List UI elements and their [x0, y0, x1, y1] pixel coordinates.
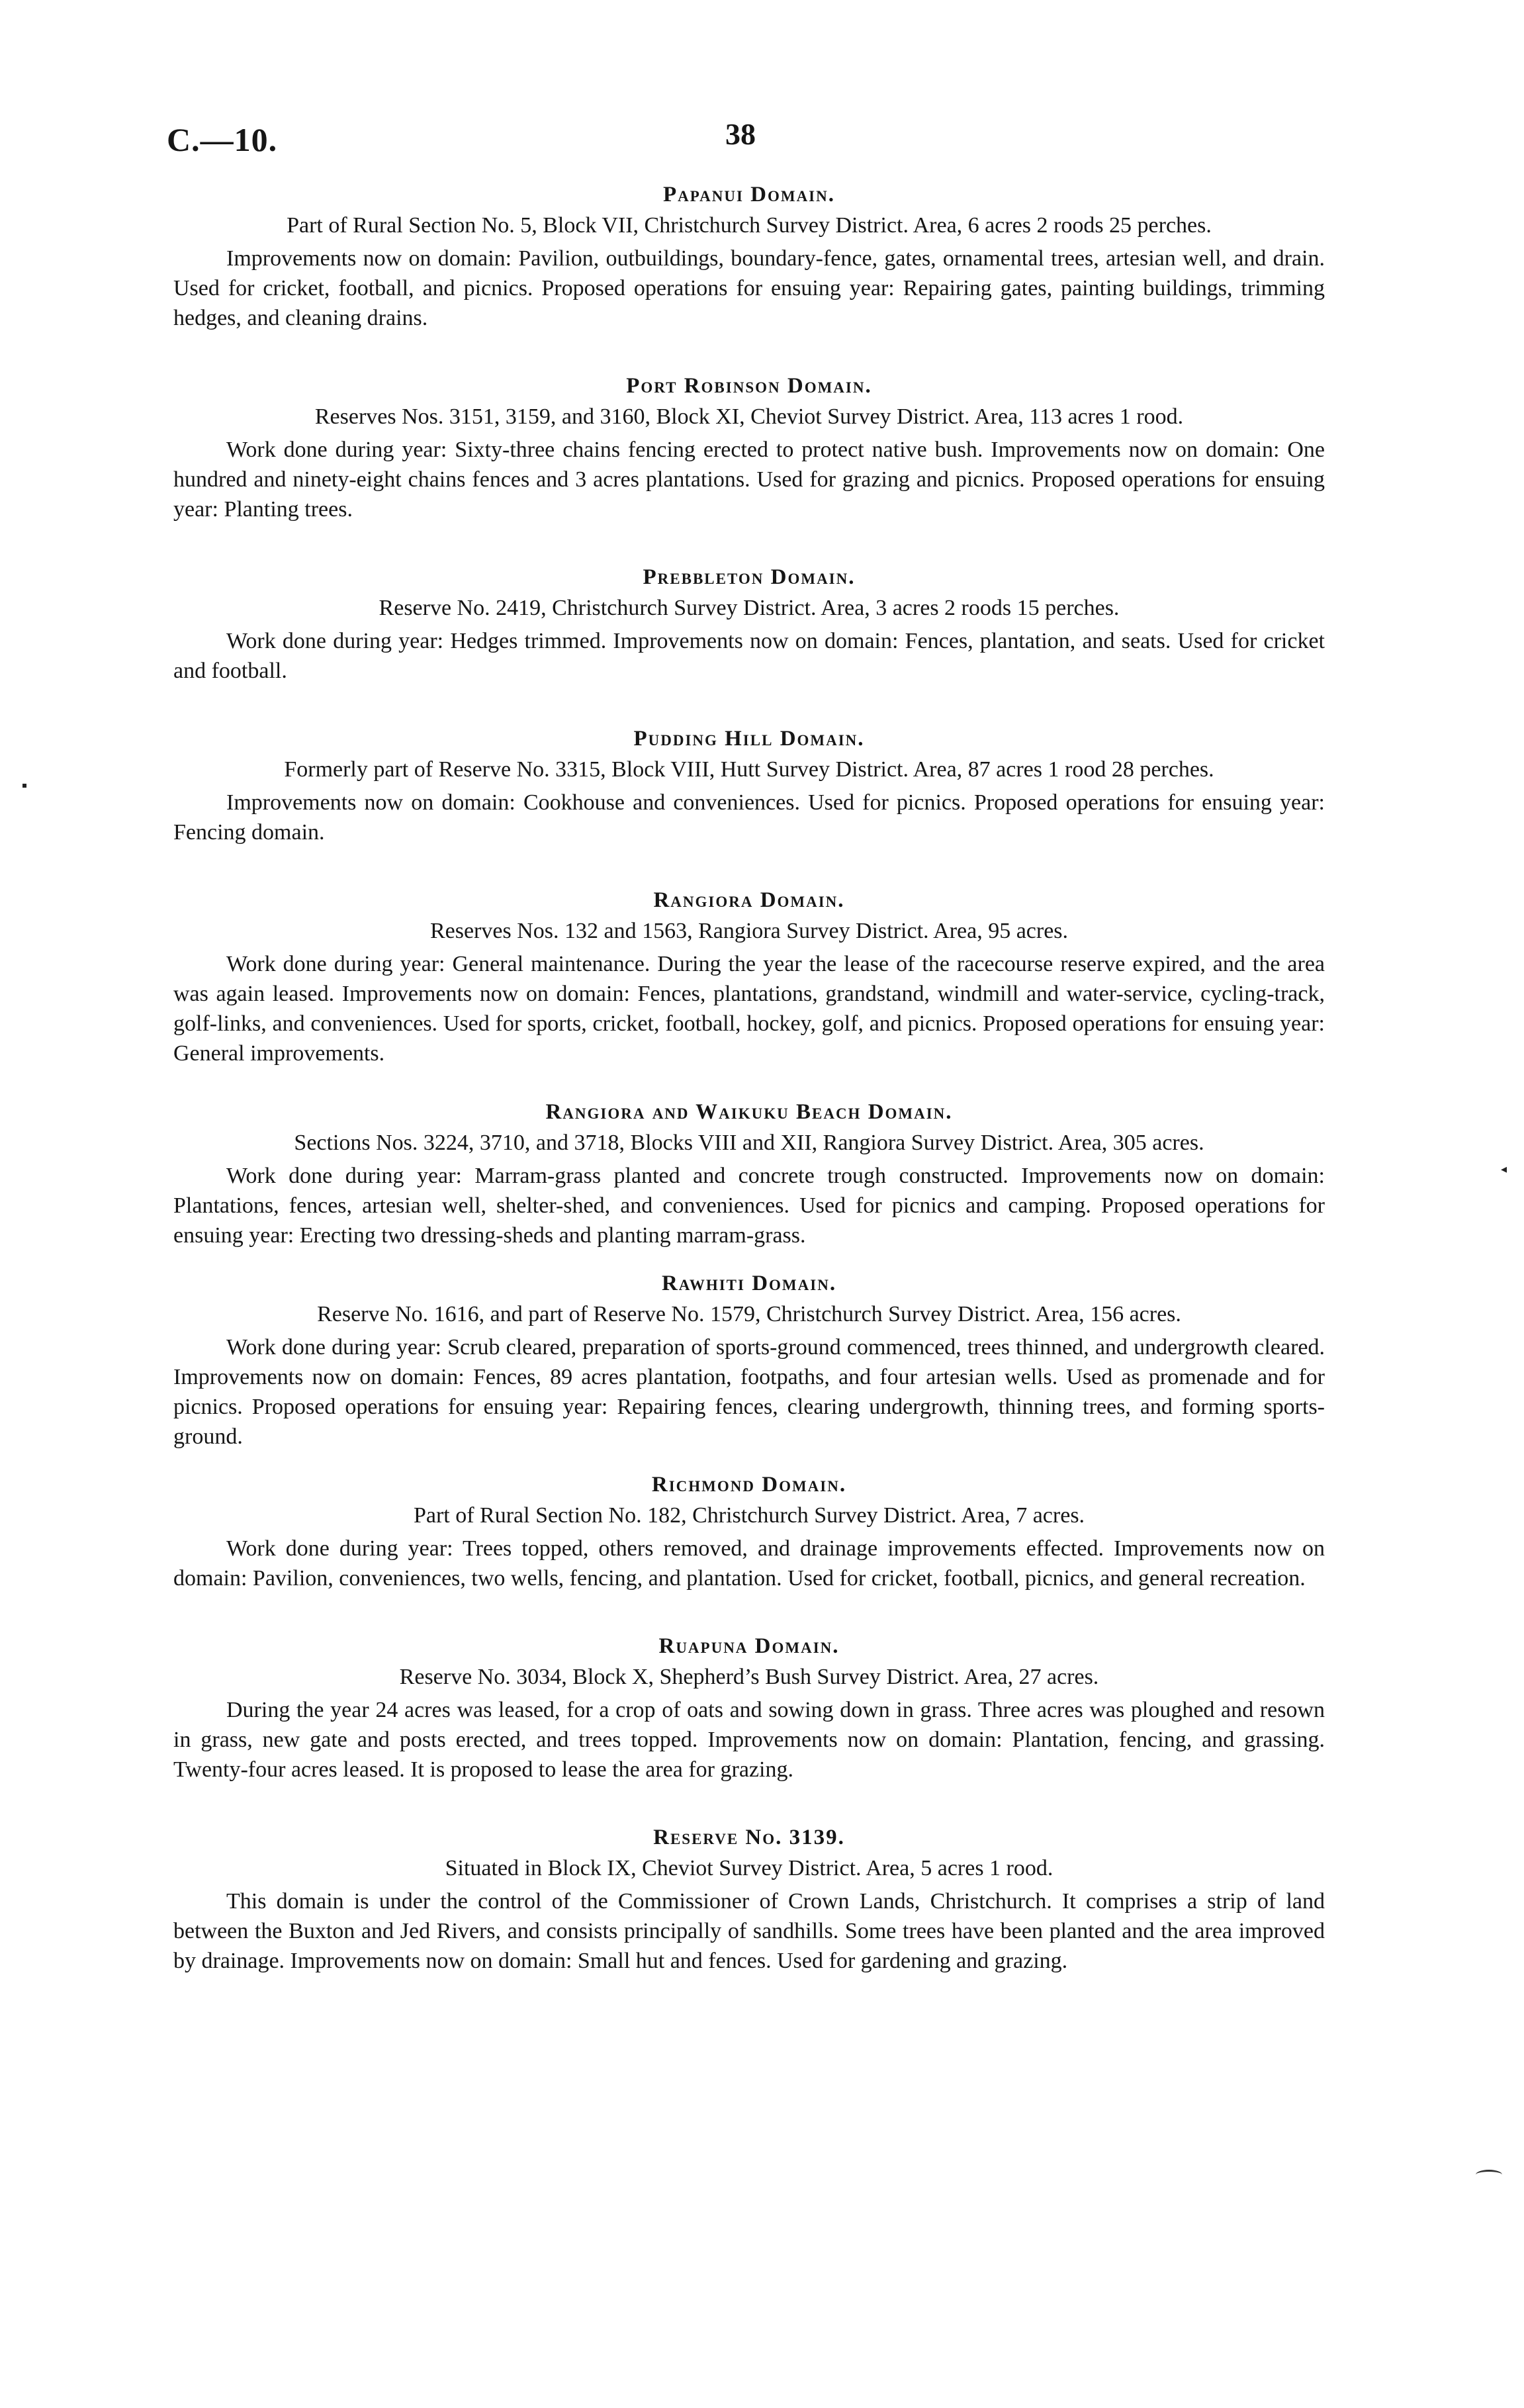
section-title: Port Robinson Domain.: [626, 374, 872, 398]
section-rangiora-domain: [173, 886, 1325, 1068]
section-body: This domain is under the control of the Commissioner of Crown Lands, Christchurch. It comprises a strip of land between the Buxton and Jed Rivers, and consists principally of sandhills. Some trees have been planted and the area improved by drainage. Improvements now on domain: Small hut and fences. Used for gardening and grazing.: [173, 1889, 1325, 1973]
section-lead: Reserves Nos. 132 and 1563, Rangiora Survey District. Area, 95 acres.: [429, 919, 1069, 943]
section-rawhiti-domain: [173, 1269, 1325, 1452]
section-lead: Reserve No. 1616, and part of Reserve No. 1579, Christchurch Survey District. Area, 156 acres.: [317, 1302, 1181, 1326]
section-body: Improvements now on domain: Cookhouse and conveniences. Used for picnics. Proposed operations for ensuing year: Fencing domain.: [173, 790, 1325, 845]
section-lead: Reserve No. 3034, Block X, Shepherd’s Bush Survey District. Area, 27 acres.: [399, 1665, 1099, 1689]
section-title: Ruapuna Domain.: [658, 1634, 840, 1658]
section-lead: Part of Rural Section No. 182, Christchurch Survey District. Area, 7 acres.: [413, 1503, 1085, 1528]
scan-curl-mark: [1476, 2170, 1502, 2180]
section-title: Richmond Domain.: [651, 1473, 847, 1497]
section-body: Work done during year: General maintenance. During the year the lease of the racecourse reserve expired, and the area was again leased. Improvements now on domain: Fences, plantations, grandstand, windmill and water-service, cycling-track, golf-links, and conveniences. Used for sports, cricket, football, hockey, golf, and picnics. Proposed operations for ensuing year: General improvements.: [173, 952, 1325, 1066]
section-title: Papanui Domain.: [663, 183, 835, 207]
report-reference: C.—10.: [167, 121, 278, 158]
page-number: 38: [725, 117, 756, 151]
section-body: Work done during year: Marram-grass planted and concrete trough constructed. Improvements now on domain: Plantations, fences, artesian well, shelter-shed, and conveniences. Used for picnics and camping. Proposed operations for ensuing year: Erecting two dressing-sheds and planting marram-grass.: [173, 1164, 1325, 1248]
section-title: Reserve No. 3139.: [653, 1826, 845, 1849]
section-body: Improvements now on domain: Pavilion, outbuildings, boundary-fence, gates, ornamental trees, artesian well, and drain. Used for cricket, football, and picnics. Proposed operations for ensuing year: Repairing gates, painting buildings, trimming hedges, and cleaning drains.: [173, 246, 1325, 330]
scan-speck-mark: [22, 784, 26, 788]
section-lead: Sections Nos. 3224, 3710, and 3718, Blocks VIII and XII, Rangiora Survey District. Area, 305 acres.: [294, 1131, 1204, 1155]
section-lead: Formerly part of Reserve No. 3315, Block VIII, Hutt Survey District. Area, 87 acres 1 rood 28 perches.: [284, 757, 1214, 782]
scan-arrow-mark: ◂: [1501, 1162, 1507, 1176]
section-pudding-hill-domain: [173, 724, 1325, 847]
section-rangiora-waikuku-beach-domain: [173, 1097, 1325, 1250]
section-body: Work done during year: Scrub cleared, preparation of sports-ground commenced, trees thinned, and undergrowth cleared. Improvements now on domain: Fences, 89 acres plantation, footpaths, and four artesian wells. Used as promenade and for picnics. Proposed operations for ensuing year: Repairing fences, clearing undergrowth, thinning trees, and forming sports-ground.: [173, 1335, 1325, 1449]
section-papanui-domain: [173, 180, 1325, 333]
section-ruapuna-domain: [173, 1632, 1325, 1784]
section-title: Rangiora and Waikuku Beach Domain.: [545, 1100, 953, 1124]
section-body: During the year 24 acres was leased, for a crop of oats and sowing down in grass. Three acres was ploughed and resown in grass, new gate and posts erected, and trees topped. Improvements now on domain: Plantation, fencing, and grassing. Twenty-four acres leased. It is proposed to lease the area for grazing.: [173, 1698, 1325, 1782]
section-richmond-domain: [173, 1470, 1325, 1593]
section-title: Prebbleton Domain.: [643, 565, 856, 589]
section-body: Work done during year: Sixty-three chains fencing erected to protect native bush. Improvements now on domain: One hundred and ninety-eight chains fences and 3 acres plantations. Used for grazing and picnics. Proposed operations for ensuing year: Planting trees.: [173, 438, 1325, 522]
section-reserve-3139: [173, 1823, 1325, 1976]
section-lead: Situated in Block IX, Cheviot Survey District. Area, 5 acres 1 rood.: [445, 1856, 1053, 1880]
section-title: Rawhiti Domain.: [661, 1272, 837, 1295]
section-body: Work done during year: Trees topped, others removed, and drainage improvements effected. Improvements now on domain: Pavilion, conveniences, two wells, fencing, and plantation. Used for cricket, football, picnics, and general recreation.: [173, 1536, 1325, 1591]
section-lead: Reserves Nos. 3151, 3159, and 3160, Block XI, Cheviot Survey District. Area, 113 acres 1 rood.: [314, 404, 1184, 429]
section-port-robinson-domain: [173, 371, 1325, 524]
section-lead: Reserve No. 2419, Christchurch Survey District. Area, 3 acres 2 roods 15 perches.: [379, 596, 1120, 620]
section-body: Work done during year: Hedges trimmed. Improvements now on domain: Fences, plantation, and seats. Used for cricket and football.: [173, 629, 1325, 683]
page-content: [173, 180, 1325, 1976]
section-title: Pudding Hill Domain.: [633, 727, 865, 751]
section-prebbleton-domain: [173, 563, 1325, 686]
section-lead: Part of Rural Section No. 5, Block VII, Christchurch Survey District. Area, 6 acres 2 roods 25 perches.: [287, 213, 1212, 238]
section-title: Rangiora Domain.: [653, 888, 845, 912]
